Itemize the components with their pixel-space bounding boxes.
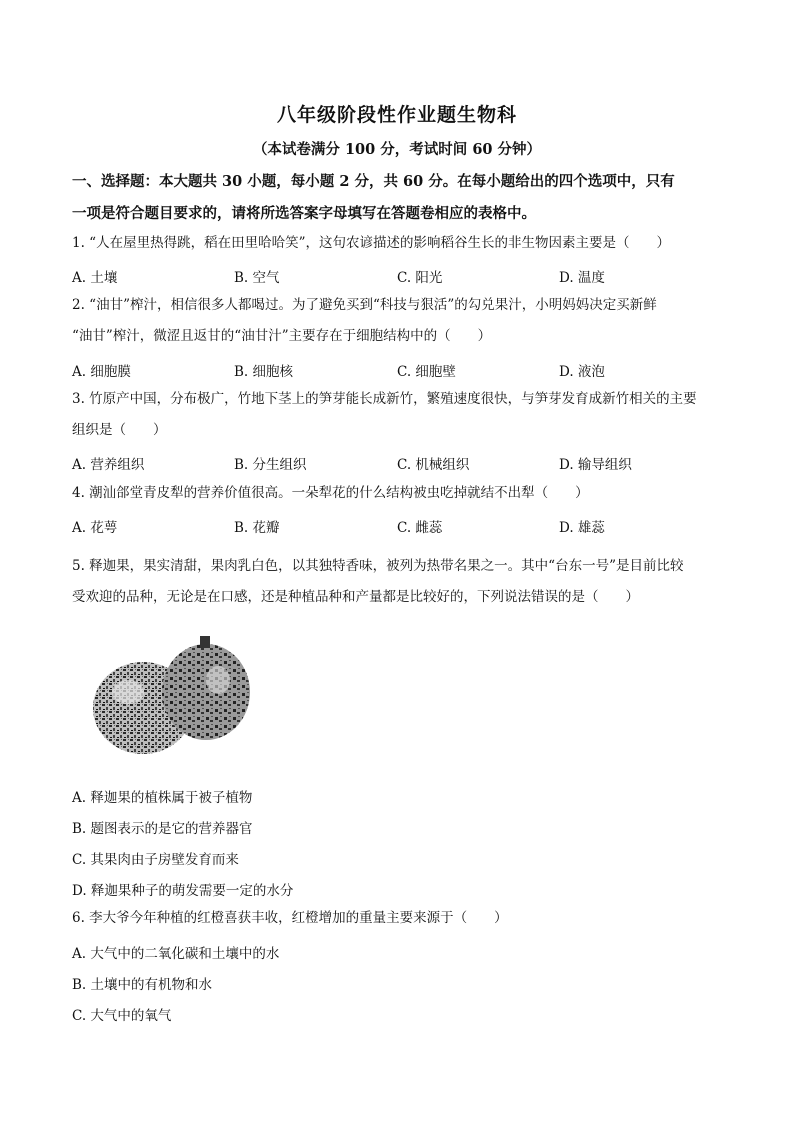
question-6-option-b: B. 土壤中的有机物和水 [72,977,213,993]
exam-subtitle: （本试卷满分 100 分，考试时间 60 分钟） [252,141,542,158]
option-d: D. 输导组织 [559,457,632,473]
question-1-text: 1. “人在屋里热得跳，稻在田里哈哈笑”，这句农谚描述的影响稻谷生长的非生物因素主要是（ ） [72,235,670,251]
question-6-text: 6. 李大爷今年种植的红橙喜获丰收，红橙增加的重量主要来源于（ ） [72,910,508,926]
option-a: A. 细胞膜 [72,364,131,380]
sugar-apple-photo [88,620,258,775]
question-3-text-line1: 3. 竹原产中国，分布极广，竹地下茎上的笋芽能长成新竹，繁殖速度很快，与笋芽发育成新竹相关的主要 [72,391,697,407]
question-4-text: 4. 潮汕郃堂青皮犁的营养价值很高。一朵犁花的什么结构被虫吃掉就结不出犁（ ） [72,485,589,501]
option-a: A. 花萼 [72,520,118,536]
option-a: A. 土壤 [72,270,118,286]
question-5-option-a: A. 释迦果的植株属于被子植物 [72,790,253,806]
question-2-text-line1: 2. “油甘”榨汁，相信很多人都喝过。为了避免买到“科技与狠活”的勾兑果汁，小明妈妈决定买新鲜 [72,297,657,313]
option-d: D. 雄蕊 [559,520,605,536]
option-c: C. 细胞壁 [397,364,456,380]
question-5-text-line2: 受欢迎的品种，无论是在口感，还是种植品种和产量都是比较好的，下列说法错误的是（ ） [72,589,639,605]
question-4-options [72,516,732,544]
question-3-options [72,453,732,481]
option-b: B. 分生组织 [234,457,307,473]
option-c: C. 阳光 [397,270,443,286]
option-d: D. 液泡 [559,364,605,380]
section-instruction-line2: 一项是符合题目要求的，请将所选答案字母填写在答题卷相应的表格中。 [72,205,536,222]
question-5-option-d: D. 释迦果种子的萌发需要一定的水分 [72,883,294,899]
fruit-right [162,636,250,740]
question-5-option-b: B. 题图表示的是它的营养器官 [72,821,253,837]
option-b: B. 空气 [234,270,280,286]
option-d: D. 温度 [559,270,605,286]
question-3-text-line2: 组织是（ ） [72,422,167,438]
question-2-text-line2: “油甘”榨汁，微涩且返甘的“油甘汁”主要存在于细胞结构中的（ ） [72,328,492,344]
option-b: B. 细胞核 [234,364,294,380]
option-c: C. 机械组织 [397,457,470,473]
option-c: C. 雌蕊 [397,520,443,536]
question-6-option-a: A. 大气中的二氧化碳和土壤中的水 [72,946,280,962]
question-5-option-c: C. 其果肉由子房壁发育而来 [72,852,239,868]
question-5-text-line1: 5. 释迦果，果实清甜，果肉乳白色，以其独特香味，被列为热带名果之一。其中“台东一号”是目前比较 [72,558,684,574]
question-6-option-c: C. 大气中的氧气 [72,1008,172,1024]
option-a: A. 营养组织 [72,457,145,473]
section-instruction-line1: 一、选择题：本大题共 30 小题，每小题 2 分，共 60 分。在每小题给出的四个选项中，只有 [72,173,675,190]
option-b: B. 花瓣 [234,520,280,536]
page-title: 八年级阶段性作业题生物科 [276,104,517,126]
